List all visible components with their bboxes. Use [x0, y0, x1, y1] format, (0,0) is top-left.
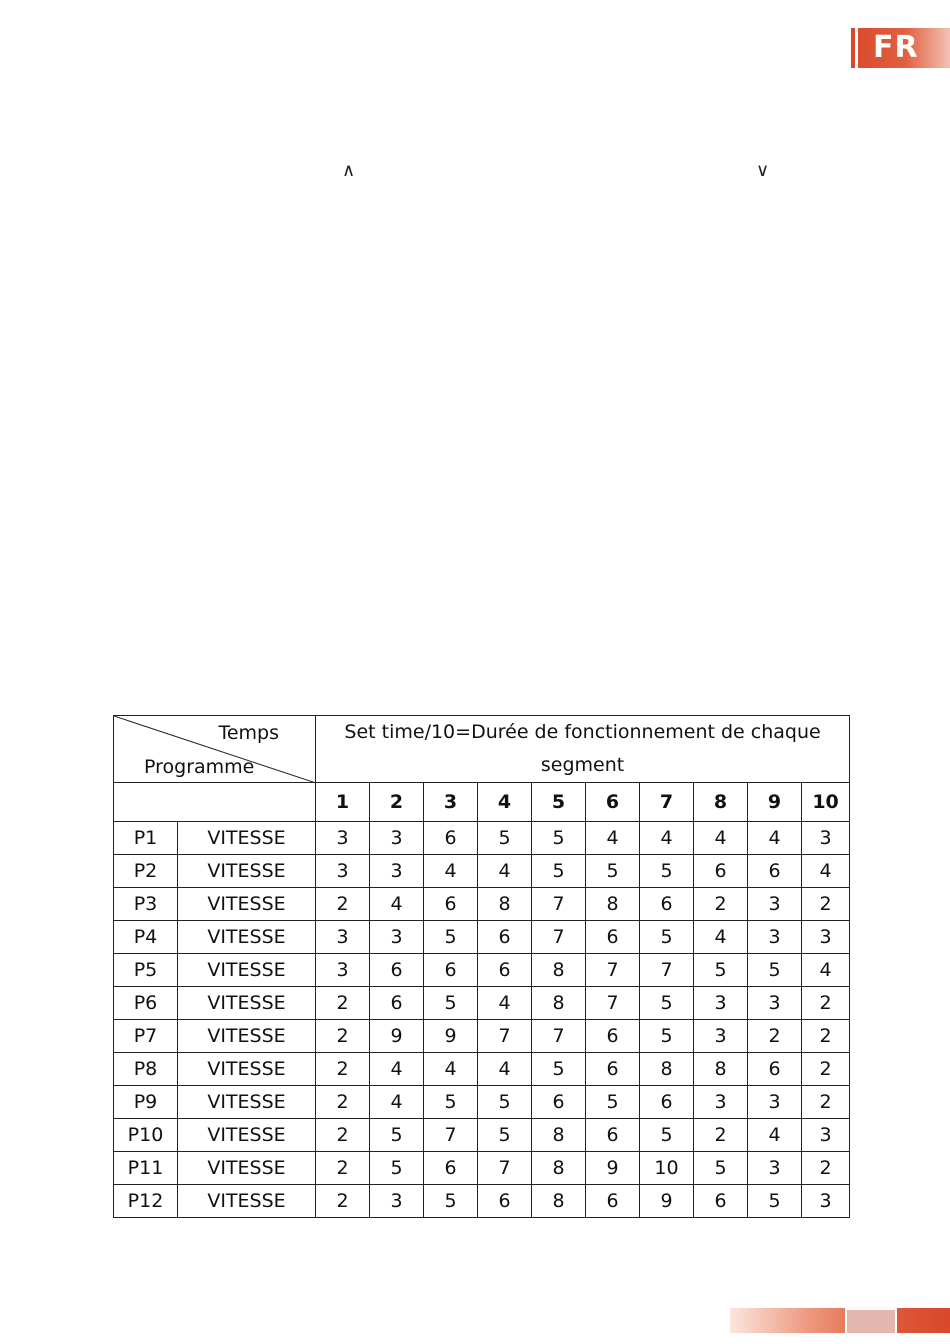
value-cell: 3: [694, 987, 748, 1020]
value-cell: 6: [370, 954, 424, 987]
value-cell: 8: [478, 888, 532, 921]
value-cell: 5: [532, 822, 586, 855]
value-cell: 8: [694, 1053, 748, 1086]
mode-cell: VITESSE: [178, 822, 316, 855]
segment-header-line1: Set time/10=Durée de fonctionnement de chaque: [344, 721, 821, 743]
value-cell: 8: [532, 987, 586, 1020]
value-cell: 7: [424, 1119, 478, 1152]
value-cell: 3: [802, 822, 850, 855]
value-cell: 6: [424, 822, 478, 855]
value-cell: 3: [748, 888, 802, 921]
value-cell: 2: [316, 1053, 370, 1086]
value-cell: 5: [424, 921, 478, 954]
table-row: [114, 987, 850, 1020]
value-cell: 5: [478, 1119, 532, 1152]
segment-number-row: [114, 783, 850, 822]
value-cell: 2: [802, 1086, 850, 1119]
table-row: [114, 1020, 850, 1053]
value-cell: 5: [694, 1152, 748, 1185]
segment-header-line2: segment: [540, 754, 625, 776]
value-cell: 4: [424, 1053, 478, 1086]
value-cell: 3: [802, 921, 850, 954]
segment-number-1: 1: [316, 783, 370, 822]
value-cell: 5: [586, 855, 640, 888]
value-cell: 7: [532, 921, 586, 954]
value-cell: 2: [316, 1152, 370, 1185]
value-cell: 3: [802, 1185, 850, 1218]
table-row: [114, 921, 850, 954]
value-cell: 9: [640, 1185, 694, 1218]
value-cell: 6: [478, 954, 532, 987]
value-cell: 5: [478, 1086, 532, 1119]
value-cell: 8: [586, 888, 640, 921]
value-cell: 7: [478, 1020, 532, 1053]
value-cell: 6: [424, 954, 478, 987]
value-cell: 3: [316, 954, 370, 987]
table-row: [114, 1053, 850, 1086]
value-cell: 4: [478, 987, 532, 1020]
value-cell: 4: [424, 855, 478, 888]
program-cell: P3: [114, 888, 178, 921]
language-badge: [851, 28, 950, 68]
value-cell: 7: [640, 954, 694, 987]
value-cell: 5: [532, 1053, 586, 1086]
table-row: [114, 855, 850, 888]
value-cell: 8: [532, 1185, 586, 1218]
segment-number-8: 8: [694, 783, 748, 822]
table-row: [114, 822, 850, 855]
header-row: [114, 716, 850, 783]
corner-cell: [114, 716, 316, 783]
value-cell: 4: [370, 1086, 424, 1119]
value-cell: 8: [532, 1119, 586, 1152]
value-cell: 2: [316, 987, 370, 1020]
value-cell: 6: [694, 855, 748, 888]
value-cell: 6: [586, 1053, 640, 1086]
value-cell: 3: [370, 855, 424, 888]
value-cell: 6: [640, 1086, 694, 1119]
value-cell: 6: [424, 888, 478, 921]
value-cell: 5: [478, 822, 532, 855]
value-cell: 2: [316, 1020, 370, 1053]
value-cell: 4: [370, 888, 424, 921]
table-row: [114, 1086, 850, 1119]
value-cell: 3: [694, 1020, 748, 1053]
value-cell: 4: [802, 855, 850, 888]
program-cell: P5: [114, 954, 178, 987]
value-cell: 9: [424, 1020, 478, 1053]
value-cell: 3: [316, 822, 370, 855]
value-cell: 5: [748, 954, 802, 987]
value-cell: 6: [478, 921, 532, 954]
footer-gradient-bar: [730, 1308, 950, 1333]
value-cell: 2: [694, 1119, 748, 1152]
value-cell: 3: [802, 1119, 850, 1152]
value-cell: 6: [640, 888, 694, 921]
mode-cell: VITESSE: [178, 921, 316, 954]
value-cell: 9: [370, 1020, 424, 1053]
value-cell: 2: [802, 888, 850, 921]
program-cell: P7: [114, 1020, 178, 1053]
table-row: [114, 1152, 850, 1185]
value-cell: 5: [424, 987, 478, 1020]
value-cell: 5: [640, 987, 694, 1020]
table-row: [114, 1185, 850, 1218]
value-cell: 6: [694, 1185, 748, 1218]
value-cell: 4: [478, 855, 532, 888]
value-cell: 3: [370, 921, 424, 954]
value-cell: 4: [694, 921, 748, 954]
up-arrow-glyph: ∧: [342, 160, 356, 181]
segment-number-6: 6: [586, 783, 640, 822]
value-cell: 2: [316, 1119, 370, 1152]
program-cell: P8: [114, 1053, 178, 1086]
value-cell: 7: [532, 888, 586, 921]
mode-cell: VITESSE: [178, 954, 316, 987]
value-cell: 5: [640, 1020, 694, 1053]
value-cell: 4: [694, 822, 748, 855]
table-row: [114, 1119, 850, 1152]
segment-number-5: 5: [532, 783, 586, 822]
value-cell: 5: [424, 1086, 478, 1119]
value-cell: 5: [370, 1119, 424, 1152]
value-cell: 3: [748, 921, 802, 954]
corner-label-temps: Temps: [218, 722, 279, 744]
value-cell: 8: [640, 1053, 694, 1086]
value-cell: 3: [370, 1185, 424, 1218]
program-cell: P10: [114, 1119, 178, 1152]
mode-cell: VITESSE: [178, 1053, 316, 1086]
value-cell: 2: [802, 1020, 850, 1053]
value-cell: 4: [748, 1119, 802, 1152]
corner-label-programme: Programme: [144, 756, 255, 778]
value-cell: 7: [478, 1152, 532, 1185]
value-cell: 2: [316, 1086, 370, 1119]
table-row: [114, 888, 850, 921]
mode-cell: VITESSE: [178, 1152, 316, 1185]
value-cell: 6: [586, 1185, 640, 1218]
value-cell: 6: [478, 1185, 532, 1218]
mode-cell: VITESSE: [178, 987, 316, 1020]
value-cell: 3: [316, 855, 370, 888]
value-cell: 4: [748, 822, 802, 855]
language-label: FR: [873, 30, 919, 65]
program-cell: P2: [114, 855, 178, 888]
value-cell: 4: [586, 822, 640, 855]
value-cell: 6: [586, 921, 640, 954]
value-cell: 2: [802, 1152, 850, 1185]
value-cell: 6: [370, 987, 424, 1020]
value-cell: 3: [748, 987, 802, 1020]
value-cell: 7: [586, 987, 640, 1020]
value-cell: 4: [478, 1053, 532, 1086]
segment-number-7: 7: [640, 783, 694, 822]
program-cell: P4: [114, 921, 178, 954]
value-cell: 8: [532, 954, 586, 987]
value-cell: 10: [640, 1152, 694, 1185]
down-arrow-glyph: ∨: [756, 160, 770, 181]
value-cell: 5: [640, 921, 694, 954]
value-cell: 9: [586, 1152, 640, 1185]
value-cell: 4: [640, 822, 694, 855]
value-cell: 5: [586, 1086, 640, 1119]
value-cell: 7: [586, 954, 640, 987]
value-cell: 3: [316, 921, 370, 954]
value-cell: 6: [748, 1053, 802, 1086]
mode-cell: VITESSE: [178, 1020, 316, 1053]
program-cell: P11: [114, 1152, 178, 1185]
value-cell: 6: [748, 855, 802, 888]
value-cell: 6: [532, 1086, 586, 1119]
value-cell: 4: [370, 1053, 424, 1086]
mode-cell: VITESSE: [178, 1119, 316, 1152]
program-cell: P12: [114, 1185, 178, 1218]
value-cell: 5: [748, 1185, 802, 1218]
segment-number-4: 4: [478, 783, 532, 822]
value-cell: 3: [370, 822, 424, 855]
value-cell: 2: [694, 888, 748, 921]
value-cell: 7: [532, 1020, 586, 1053]
value-cell: 4: [802, 954, 850, 987]
program-table: [113, 715, 850, 1218]
table-row: [114, 954, 850, 987]
mode-cell: VITESSE: [178, 855, 316, 888]
value-cell: 5: [370, 1152, 424, 1185]
mode-cell: VITESSE: [178, 1086, 316, 1119]
value-cell: 5: [694, 954, 748, 987]
segment-number-10: 10: [802, 783, 850, 822]
value-cell: 5: [532, 855, 586, 888]
page-number-box: [845, 1308, 897, 1335]
segment-number-2: 2: [370, 783, 424, 822]
mode-cell: VITESSE: [178, 888, 316, 921]
value-cell: 2: [748, 1020, 802, 1053]
empty-cell: [114, 783, 316, 822]
value-cell: 3: [748, 1152, 802, 1185]
value-cell: 2: [802, 987, 850, 1020]
value-cell: 8: [532, 1152, 586, 1185]
value-cell: 2: [802, 1053, 850, 1086]
value-cell: 3: [748, 1086, 802, 1119]
value-cell: 5: [640, 855, 694, 888]
value-cell: 6: [424, 1152, 478, 1185]
segment-number-3: 3: [424, 783, 478, 822]
segment-number-9: 9: [748, 783, 802, 822]
value-cell: 5: [424, 1185, 478, 1218]
badge-gap: [855, 28, 858, 68]
segment-header-cell: [316, 716, 850, 783]
value-cell: 2: [316, 1185, 370, 1218]
program-cell: P9: [114, 1086, 178, 1119]
mode-cell: VITESSE: [178, 1185, 316, 1218]
value-cell: 3: [694, 1086, 748, 1119]
program-cell: P6: [114, 987, 178, 1020]
value-cell: 2: [316, 888, 370, 921]
value-cell: 5: [640, 1119, 694, 1152]
value-cell: 6: [586, 1119, 640, 1152]
value-cell: 6: [586, 1020, 640, 1053]
program-cell: P1: [114, 822, 178, 855]
